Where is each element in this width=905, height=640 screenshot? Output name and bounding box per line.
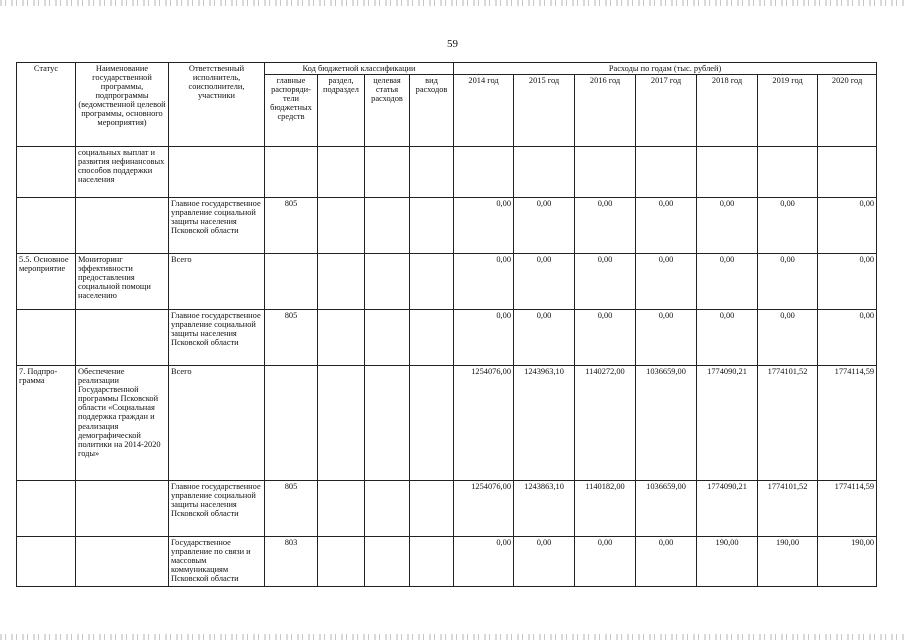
cell-expense-type [410, 147, 454, 198]
cell-2018: 1774090,21 [697, 481, 758, 537]
cell-2018: 1774090,21 [697, 366, 758, 481]
cell-status: 5.5. Основное мероприятие [17, 254, 76, 310]
cell-main-manager-code: 805 [265, 198, 318, 254]
header-year-2014: 2014 год [454, 75, 514, 147]
cell-target-item [365, 147, 410, 198]
cell-2014: 0,00 [454, 310, 514, 366]
cell-2015: 1243863,10 [514, 481, 575, 537]
cell-section [318, 254, 365, 310]
cell-status [17, 310, 76, 366]
cell-2016: 1140182,00 [575, 481, 636, 537]
cell-status [17, 537, 76, 587]
cell-2016: 0,00 [575, 310, 636, 366]
cell-main-manager-code [265, 366, 318, 481]
cell-name [76, 537, 169, 587]
cell-2019: 190,00 [758, 537, 818, 587]
header-budget-code: Код бюджетной классификации [265, 63, 454, 75]
cell-2017: 0,00 [636, 310, 697, 366]
cell-name: Обеспечение реализации Государственной программы Псковской области «Социальная поддержка граждан и реализация демографической политики на 2014-2020 годы» [76, 366, 169, 481]
cell-name [76, 481, 169, 537]
cell-section [318, 481, 365, 537]
cell-name: Мониторинг эффективности предоставления социальной помощи населению [76, 254, 169, 310]
cell-main-manager-code: 805 [265, 310, 318, 366]
cell-status: 7. Подпро-грамма [17, 366, 76, 481]
cell-target-item [365, 310, 410, 366]
cell-executor: Главное государственное управление социальной защиты населения Псковской области [169, 310, 265, 366]
cell-2020: 1774114,59 [818, 366, 877, 481]
cell-section [318, 537, 365, 587]
cell-main-manager-code: 805 [265, 481, 318, 537]
cell-2020: 0,00 [818, 198, 877, 254]
cell-2014: 0,00 [454, 254, 514, 310]
header-main-manager: главные распоряди-тели бюджетных средств [265, 75, 318, 147]
header-status: Статус [17, 63, 76, 147]
scan-edge-top [0, 0, 905, 6]
header-row-1 [17, 63, 877, 75]
header-year-2017: 2017 год [636, 75, 697, 147]
table-row [17, 537, 877, 587]
cell-target-item [365, 198, 410, 254]
cell-2020 [818, 147, 877, 198]
cell-2018: 0,00 [697, 198, 758, 254]
cell-expense-type [410, 198, 454, 254]
header-year-2020: 2020 год [818, 75, 877, 147]
cell-2020: 0,00 [818, 254, 877, 310]
cell-expense-type [410, 537, 454, 587]
cell-2017 [636, 147, 697, 198]
cell-2017: 0,00 [636, 537, 697, 587]
cell-2015: 1243963,10 [514, 366, 575, 481]
cell-2020: 1774114,59 [818, 481, 877, 537]
cell-target-item [365, 537, 410, 587]
cell-2016: 0,00 [575, 537, 636, 587]
cell-status [17, 147, 76, 198]
cell-2018: 0,00 [697, 254, 758, 310]
cell-status [17, 481, 76, 537]
cell-section [318, 366, 365, 481]
header-section: раздел, подраздел [318, 75, 365, 147]
header-expenses: Расходы по годам (тыс. рублей) [454, 63, 877, 75]
cell-2019: 1774101,52 [758, 366, 818, 481]
cell-main-manager-code: 803 [265, 537, 318, 587]
cell-2016 [575, 147, 636, 198]
cell-2020: 190,00 [818, 537, 877, 587]
cell-section [318, 310, 365, 366]
cell-2017: 1036659,00 [636, 481, 697, 537]
cell-2015 [514, 147, 575, 198]
cell-2017: 0,00 [636, 254, 697, 310]
cell-target-item [365, 254, 410, 310]
cell-2019 [758, 147, 818, 198]
cell-expense-type [410, 310, 454, 366]
header-expense-type: вид расходов [410, 75, 454, 147]
cell-section [318, 198, 365, 254]
cell-2016: 0,00 [575, 254, 636, 310]
cell-name: социальных выплат и развития нефинансовых способов поддержки населения [76, 147, 169, 198]
table-row [17, 366, 877, 481]
cell-main-manager-code [265, 254, 318, 310]
header-name: Наименование государственной программы, подпрограммы (ведомственной целевой программы, основного мероприятия) [76, 63, 169, 147]
cell-2015: 0,00 [514, 310, 575, 366]
cell-main-manager-code [265, 147, 318, 198]
cell-2016: 1140272,00 [575, 366, 636, 481]
cell-target-item [365, 366, 410, 481]
table-row [17, 198, 877, 254]
cell-section [318, 147, 365, 198]
cell-executor: Государственное управление по связи и массовым коммуникациям Псковской области [169, 537, 265, 587]
budget-table [16, 62, 877, 587]
header-executor: Ответственный исполнитель, соисполнители, участники [169, 63, 265, 147]
cell-name [76, 310, 169, 366]
cell-expense-type [410, 481, 454, 537]
cell-2018: 190,00 [697, 537, 758, 587]
cell-executor: Всего [169, 254, 265, 310]
cell-executor: Главное государственное управление социальной защиты населения Псковской области [169, 481, 265, 537]
cell-2015: 0,00 [514, 254, 575, 310]
cell-executor: Всего [169, 366, 265, 481]
cell-expense-type [410, 254, 454, 310]
header-year-2016: 2016 год [575, 75, 636, 147]
cell-2017: 1036659,00 [636, 366, 697, 481]
cell-executor [169, 147, 265, 198]
cell-2019: 1774101,52 [758, 481, 818, 537]
cell-2020: 0,00 [818, 310, 877, 366]
page-number: 59 [447, 38, 458, 50]
cell-2015: 0,00 [514, 198, 575, 254]
cell-2016: 0,00 [575, 198, 636, 254]
cell-expense-type [410, 366, 454, 481]
header-year-2018: 2018 год [697, 75, 758, 147]
table-row [17, 481, 877, 537]
cell-2015: 0,00 [514, 537, 575, 587]
header-year-2015: 2015 год [514, 75, 575, 147]
header-year-2019: 2019 год [758, 75, 818, 147]
cell-target-item [365, 481, 410, 537]
cell-name [76, 198, 169, 254]
table-row [17, 254, 877, 310]
cell-2019: 0,00 [758, 198, 818, 254]
cell-executor: Главное государственное управление социальной защиты населения Псковской области [169, 198, 265, 254]
cell-2018: 0,00 [697, 310, 758, 366]
cell-status [17, 198, 76, 254]
cell-2019: 0,00 [758, 310, 818, 366]
header-target-item: целевая статья расходов [365, 75, 410, 147]
cell-2014: 1254076,00 [454, 366, 514, 481]
cell-2014: 0,00 [454, 537, 514, 587]
scan-edge-bottom [0, 634, 905, 640]
table-row [17, 147, 877, 198]
cell-2019: 0,00 [758, 254, 818, 310]
cell-2014 [454, 147, 514, 198]
cell-2017: 0,00 [636, 198, 697, 254]
cell-2014: 0,00 [454, 198, 514, 254]
cell-2014: 1254076,00 [454, 481, 514, 537]
table-row [17, 310, 877, 366]
cell-2018 [697, 147, 758, 198]
